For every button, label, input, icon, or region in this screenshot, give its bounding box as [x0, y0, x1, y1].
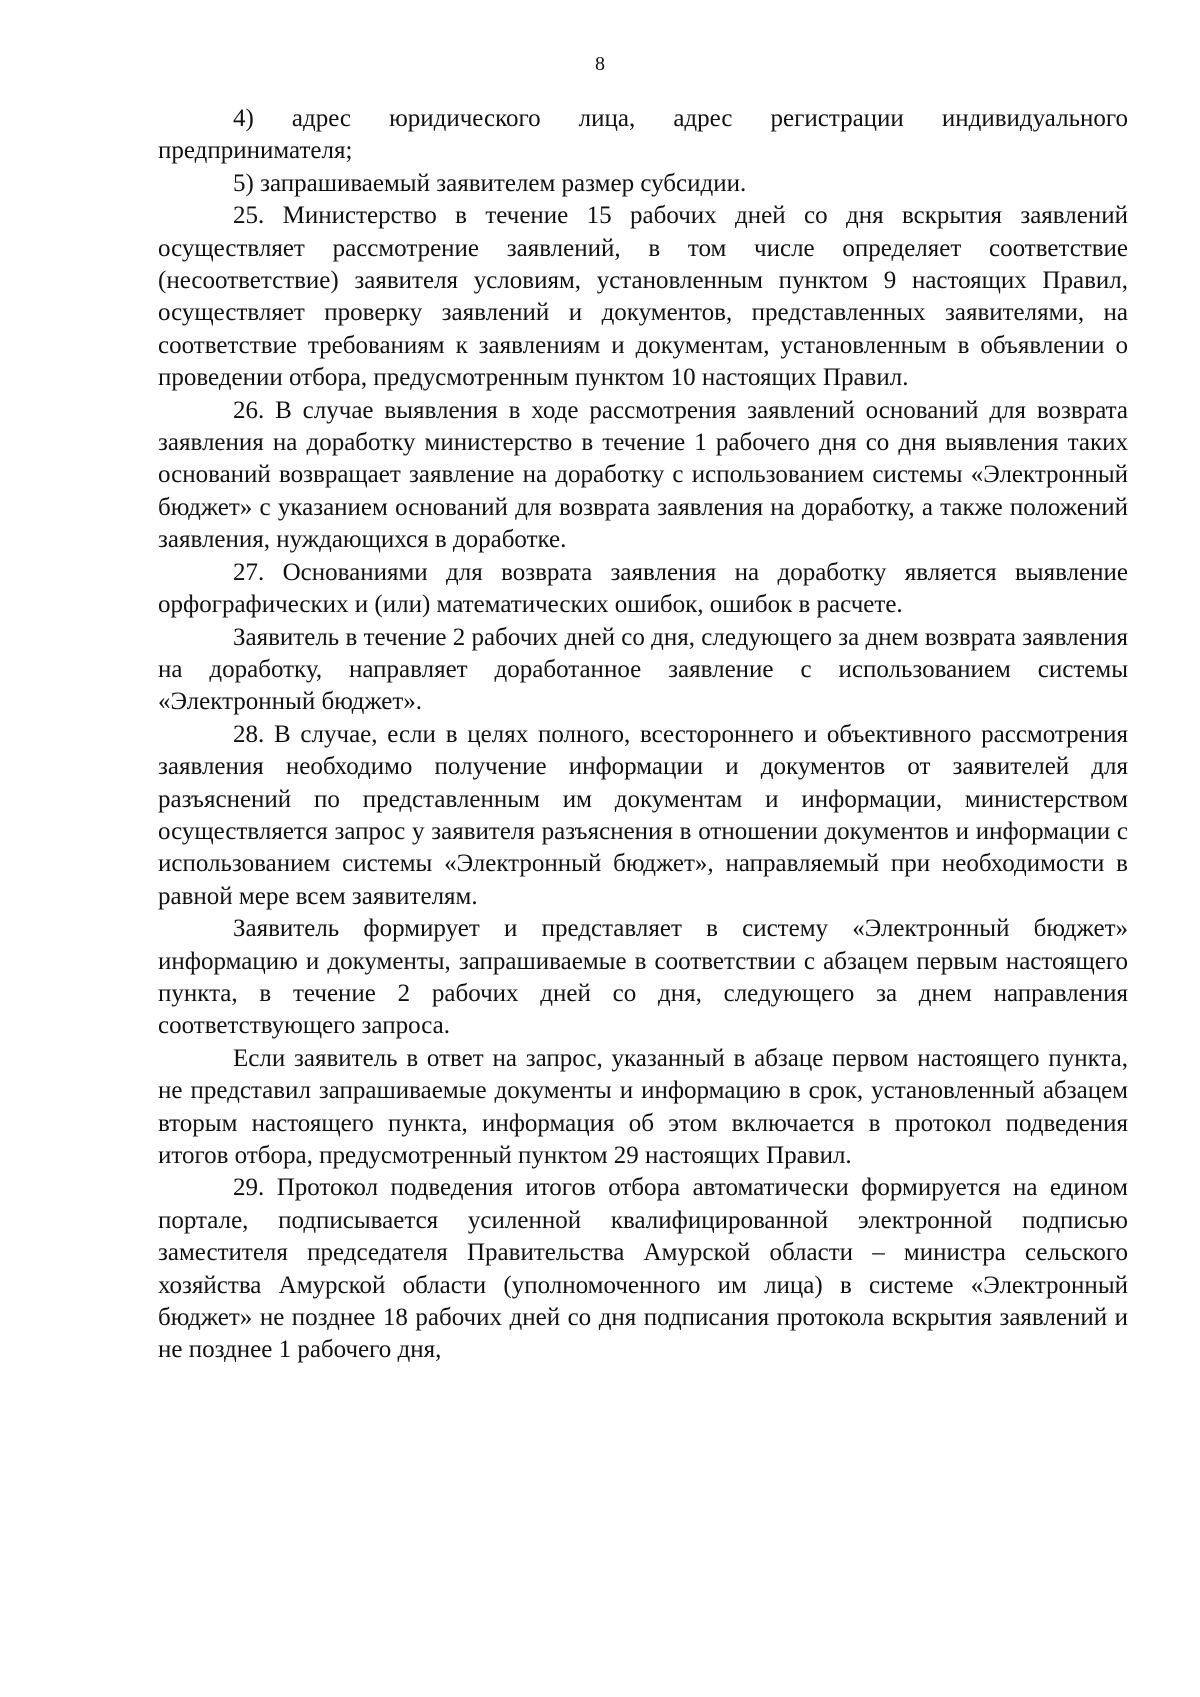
paragraph-28-applicant: Заявитель формирует и представляет в систему «Электронный бюджет» информацию и документы, запрашиваемые в соответствии с абзацем первым настоящего пункта, в течение 2 рабочих дней со дня, следующего за днем направления соответствующего запроса.	[158, 915, 1128, 1040]
document-body	[158, 103, 1128, 1367]
paragraph-item-5: 5) запрашиваемый заявителем размер субсидии.	[233, 169, 747, 197]
paragraph-26: 26. В случае выявления в ходе рассмотрения заявлений оснований для возврата заявления на доработку министерство в течение 1 рабочего дня со дня выявления таких оснований возвращает заявление на доработку с использованием системы «Электронный бюджет» с указанием оснований для возврата заявления на доработку, а также положений заявления, нуждающихся в доработке.	[158, 396, 1128, 554]
page-number: 8	[595, 53, 605, 75]
paragraph-item-4: 4) адрес юридического лица, адрес регистрации индивидуального предпринимателя;	[158, 105, 1128, 165]
paragraph-25: 25. Министерство в течение 15 рабочих дней со дня вскрытия заявлений осуществляет рассмотрение заявлений, в том числе определяет соответствие (несоответствие) заявителя условиям, установленным пунктом 9 настоящих Правил, осуществляет проверку заявлений и документов, представленных заявителями, на соответствие требованиям к заявлениям и документам, установленным в объявлении о проведении отбора, предусмотренным пунктом 10 настоящих Правил.	[158, 202, 1128, 392]
paragraph-27-applicant: Заявитель в течение 2 рабочих дней со дня, следующего за днем возврата заявления на доработку, направляет доработанное заявление с использованием системы «Электронный бюджет».	[158, 623, 1128, 716]
paragraph-28: 28. В случае, если в целях полного, всестороннего и объективного рассмотрения заявления необходимо получение информации и документов от заявителей для разъяснений по представленным им документам и информации, министерством осуществляется запрос у заявителя разъяснения в отношении документов и информации с использованием системы «Электронный бюджет», направляемый при необходимости в равной мере всем заявителям.	[158, 720, 1128, 910]
paragraph-28-noncompliance: Если заявитель в ответ на запрос, указанный в абзаце первом настоящего пункта, не представил запрашиваемые документы и информацию в срок, установленный абзацем вторым настоящего пункта, информация об этом включается в протокол подведения итогов отбора, предусмотренный пунктом 29 настоящих Правил.	[158, 1044, 1128, 1169]
paragraph-27: 27. Основаниями для возврата заявления на доработку является выявление орфографических и (или) математических ошибок, ошибок в расчете.	[158, 558, 1128, 619]
paragraph-29: 29. Протокол подведения итогов отбора автоматически формируется на едином портале, подписывается усиленной квалифицированной электронной подписью заместителя председателя Правительства Амурской области – министра сельского хозяйства Амурской области (уполномоченного им лица) в системе «Электронный бюджет» не позднее 18 рабочих дней со дня подписания протокола вскрытия заявлений и не позднее 1 рабочего дня,	[158, 1174, 1128, 1364]
